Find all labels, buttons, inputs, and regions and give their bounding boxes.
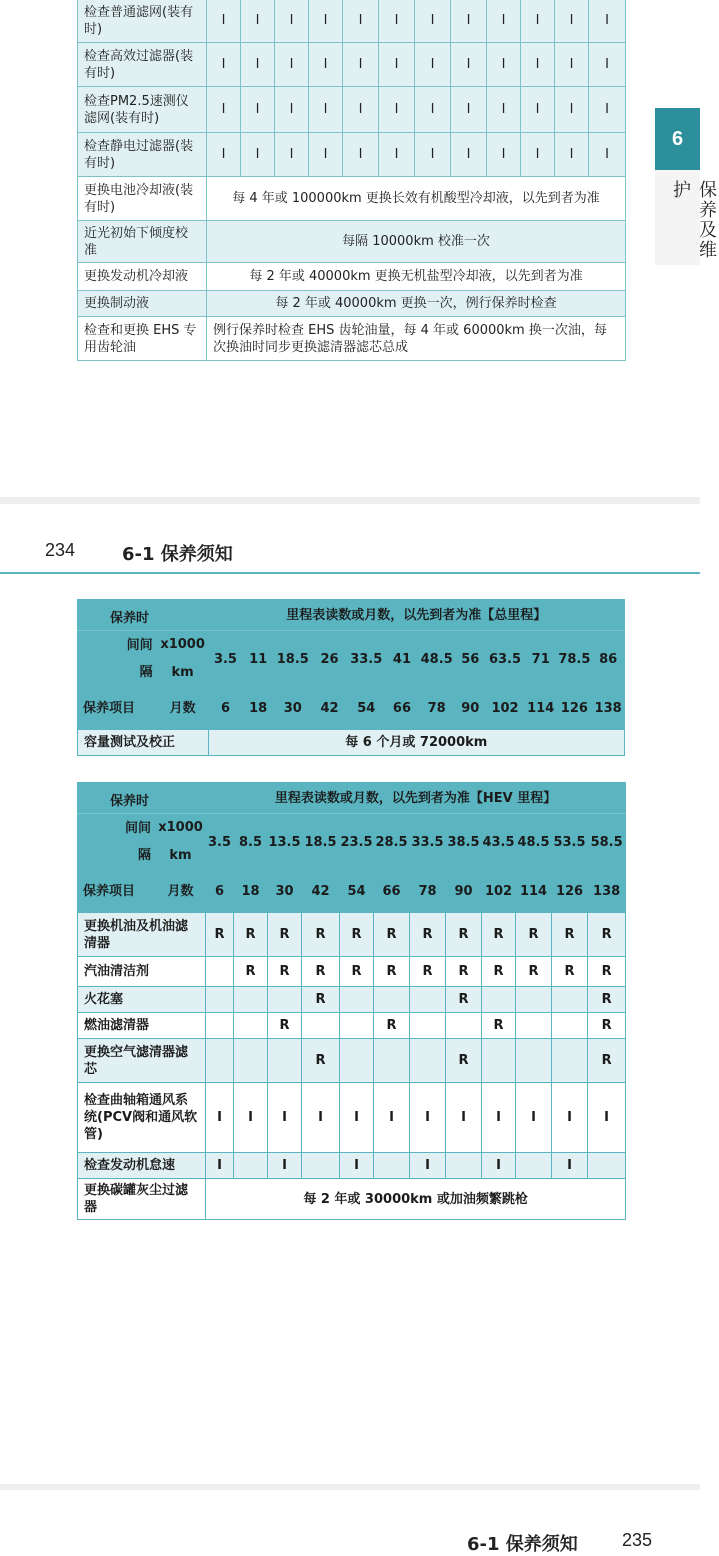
row-item-label: 更换制动液 — [78, 291, 207, 317]
mark-cell: I — [207, 43, 241, 87]
months-label: 月数 — [156, 871, 206, 913]
row-interval-text: 每 6 个月或 72000km — [208, 730, 624, 756]
row-item-label: 容量测试及校正 — [78, 730, 209, 756]
mark-cell: I — [415, 133, 451, 177]
row-item-label: 检查普通滤网(装有时) — [78, 0, 207, 43]
mark-cell: I — [555, 43, 589, 87]
row-item-label: 更换发动机冷却液 — [78, 263, 207, 291]
mark-cell: I — [415, 43, 451, 87]
footer-section-title: 6-1 保养须知 — [467, 1534, 578, 1555]
mark-cell — [552, 1039, 588, 1083]
month-value: 90 — [446, 871, 482, 913]
interval-label-2a: 间间 — [124, 821, 151, 836]
mark-cell: I — [374, 1083, 410, 1153]
month-value: 78 — [418, 688, 455, 730]
mark-cell: R — [588, 913, 626, 957]
km-value: 23.5 — [340, 814, 374, 871]
mark-cell: I — [207, 133, 241, 177]
km-value: 18.5 — [302, 814, 340, 871]
row-item-label: 更换空气滤清器滤芯 — [78, 1039, 206, 1083]
month-value: 126 — [552, 871, 588, 913]
footer-page-number: 235 — [622, 1530, 653, 1550]
mark-cell — [374, 987, 410, 1013]
mark-cell: I — [241, 87, 275, 133]
mark-cell: R — [410, 957, 446, 987]
mark-cell: I — [275, 87, 309, 133]
mark-cell: I — [446, 1083, 482, 1153]
mark-cell — [588, 1153, 626, 1179]
mark-cell: R — [552, 957, 588, 987]
interval-label-2b: 隔 — [137, 848, 151, 863]
mark-cell: I — [343, 87, 379, 133]
mark-cell: R — [588, 1039, 626, 1083]
row-interval-text: 每 2 年或 40000km 更换一次，例行保养时检查 — [207, 291, 626, 317]
month-value: 54 — [347, 688, 386, 730]
page-gap — [0, 497, 700, 504]
mark-cell: R — [446, 1039, 482, 1083]
interval-label-2b: 隔 — [139, 665, 153, 680]
mark-cell: R — [446, 987, 482, 1013]
month-value: 114 — [516, 871, 552, 913]
mark-cell: I — [552, 1153, 588, 1179]
header-row-months — [78, 871, 626, 913]
mark-cell: R — [588, 957, 626, 987]
table-row — [78, 1179, 626, 1220]
table-row — [78, 730, 625, 756]
interval-label-2 — [78, 814, 156, 871]
row-interval-text: 每 2 年或 30000km 或加油频繁跳枪 — [206, 1179, 626, 1220]
mark-cell: I — [589, 43, 626, 87]
mark-cell: I — [379, 0, 415, 43]
mark-cell — [446, 1153, 482, 1179]
month-value: 102 — [482, 871, 516, 913]
mark-cell: I — [487, 43, 521, 87]
km-unit-label: x1000 km — [157, 631, 208, 688]
table-row — [78, 291, 626, 317]
mark-cell: R — [482, 957, 516, 987]
mark-cell — [206, 957, 234, 987]
row-item-label: 检查和更换 EHS 专用齿轮油 — [78, 317, 207, 361]
mark-cell: I — [379, 87, 415, 133]
month-value: 138 — [588, 871, 626, 913]
km-value: 3.5 — [208, 631, 243, 688]
mark-cell: I — [268, 1153, 302, 1179]
mark-cell: R — [302, 987, 340, 1013]
mark-cell — [206, 1039, 234, 1083]
month-value: 18 — [234, 871, 268, 913]
mark-cell — [552, 987, 588, 1013]
table-row — [78, 317, 626, 361]
mark-cell — [206, 1013, 234, 1039]
km-unit-label: x1000 km — [156, 814, 206, 871]
km-value: 86 — [592, 631, 625, 688]
mark-cell: I — [487, 133, 521, 177]
row-interval-text: 每隔 10000km 校准一次 — [207, 221, 626, 263]
maintenance-table-hev-mileage — [77, 782, 626, 1220]
mark-cell: I — [589, 87, 626, 133]
table-row — [78, 133, 626, 177]
month-value: 42 — [302, 871, 340, 913]
mark-cell — [340, 987, 374, 1013]
mark-cell: R — [516, 957, 552, 987]
mark-cell — [410, 1039, 446, 1083]
mark-cell: R — [552, 913, 588, 957]
mark-cell: I — [521, 0, 555, 43]
mark-cell: R — [206, 913, 234, 957]
mark-cell: R — [268, 1013, 302, 1039]
interval-label-2a: 间间 — [126, 638, 153, 653]
mark-cell — [340, 1039, 374, 1083]
table-row — [78, 1083, 626, 1153]
mark-cell: I — [589, 0, 626, 43]
km-value: 13.5 — [268, 814, 302, 871]
mark-cell: I — [516, 1083, 552, 1153]
mark-cell — [516, 987, 552, 1013]
table-row — [78, 1153, 626, 1179]
km-value: 43.5 — [482, 814, 516, 871]
maintenance-table-total-mileage — [77, 599, 625, 756]
mark-cell: I — [207, 0, 241, 43]
mark-cell — [268, 1039, 302, 1083]
mark-cell: I — [340, 1153, 374, 1179]
row-item-label: 检查PM2.5速测仪滤网(装有时) — [78, 87, 207, 133]
table-row — [78, 1013, 626, 1039]
row-item-label: 汽油清洁剂 — [78, 957, 206, 987]
mark-cell: R — [588, 987, 626, 1013]
mark-cell: I — [275, 133, 309, 177]
interval-label-1: 保养时 — [78, 783, 206, 814]
mark-cell: I — [241, 133, 275, 177]
months-label: 月数 — [157, 688, 208, 730]
table-title: 里程表读数或月数，以先到者为准【HEV 里程】 — [206, 783, 626, 814]
mark-cell — [516, 1153, 552, 1179]
mark-cell: I — [555, 133, 589, 177]
km-value: 48.5 — [516, 814, 552, 871]
chapter-title: 保养及维护 — [670, 180, 717, 260]
km-value: 38.5 — [446, 814, 482, 871]
table-row — [78, 43, 626, 87]
km-value: 8.5 — [234, 814, 268, 871]
month-value: 42 — [312, 688, 347, 730]
mark-cell: I — [302, 1083, 340, 1153]
mark-cell — [374, 1153, 410, 1179]
mark-cell: I — [241, 43, 275, 87]
mark-cell: I — [275, 43, 309, 87]
mark-cell: R — [234, 957, 268, 987]
table-row — [78, 957, 626, 987]
mark-cell: I — [340, 1083, 374, 1153]
row-item-label: 燃油滤清器 — [78, 1013, 206, 1039]
km-value: 71 — [524, 631, 557, 688]
mark-cell: I — [343, 133, 379, 177]
mark-cell: I — [309, 0, 343, 43]
interval-label-1: 保养时 — [78, 600, 209, 631]
row-item-label: 更换电池冷却液(装有时) — [78, 177, 207, 221]
page-235 — [0, 1490, 700, 1555]
mark-cell: I — [415, 0, 451, 43]
mark-cell — [410, 1013, 446, 1039]
mark-cell: R — [410, 913, 446, 957]
mark-cell: I — [206, 1153, 234, 1179]
month-value: 66 — [374, 871, 410, 913]
km-value: 63.5 — [486, 631, 525, 688]
month-value: 30 — [273, 688, 312, 730]
mark-cell: I — [552, 1083, 588, 1153]
mark-cell: I — [451, 87, 487, 133]
month-value: 138 — [592, 688, 625, 730]
mark-cell — [268, 987, 302, 1013]
mark-cell: I — [410, 1083, 446, 1153]
month-value: 78 — [410, 871, 446, 913]
mark-cell: R — [374, 1013, 410, 1039]
mark-cell — [446, 1013, 482, 1039]
mark-cell: R — [588, 1013, 626, 1039]
header-row-km — [78, 631, 625, 688]
mark-cell — [482, 1039, 516, 1083]
row-item-label: 近光初始下倾度校准 — [78, 221, 207, 263]
chapter-number: 6 — [655, 108, 700, 170]
mark-cell: R — [516, 913, 552, 957]
row-item-label: 检查高效过滤器(装有时) — [78, 43, 207, 87]
mark-cell: R — [482, 913, 516, 957]
table-row — [78, 177, 626, 221]
km-value: 33.5 — [410, 814, 446, 871]
mark-cell: I — [555, 0, 589, 43]
mark-cell: R — [482, 1013, 516, 1039]
row-item-label: 检查发动机怠速 — [78, 1153, 206, 1179]
header-row-km — [78, 814, 626, 871]
month-value: 102 — [486, 688, 525, 730]
mark-cell: I — [379, 133, 415, 177]
mark-cell — [302, 1153, 340, 1179]
mark-cell: R — [234, 913, 268, 957]
km-value: 3.5 — [206, 814, 234, 871]
mark-cell — [234, 1013, 268, 1039]
mark-cell: R — [302, 913, 340, 957]
mark-cell: R — [302, 957, 340, 987]
month-value: 18 — [243, 688, 274, 730]
month-value: 54 — [340, 871, 374, 913]
mark-cell: I — [588, 1083, 626, 1153]
km-value: 78.5 — [557, 631, 592, 688]
mark-cell: I — [521, 43, 555, 87]
km-value: 41 — [386, 631, 419, 688]
mark-cell: I — [589, 133, 626, 177]
mark-cell: I — [309, 43, 343, 87]
km-value: 58.5 — [588, 814, 626, 871]
chapter-title-tab — [655, 170, 717, 265]
row-item-label: 检查曲轴箱通风系统(PCV阀和通风软管) — [78, 1083, 206, 1153]
table-row — [78, 221, 626, 263]
mark-cell — [482, 987, 516, 1013]
mark-cell: I — [234, 1083, 268, 1153]
section-title: 6-1 保养须知 — [122, 544, 233, 565]
mark-cell: R — [268, 957, 302, 987]
page-number: 234 — [45, 540, 76, 560]
mark-cell: I — [451, 0, 487, 43]
km-value: 33.5 — [347, 631, 386, 688]
mark-cell: I — [343, 43, 379, 87]
mark-cell — [234, 1153, 268, 1179]
km-value: 26 — [312, 631, 347, 688]
table-row — [78, 913, 626, 957]
mark-cell: I — [309, 87, 343, 133]
header-row — [78, 600, 625, 631]
mark-cell: R — [446, 957, 482, 987]
km-value: 11 — [243, 631, 274, 688]
mark-cell: I — [451, 43, 487, 87]
mark-cell: I — [275, 0, 309, 43]
km-value: 53.5 — [552, 814, 588, 871]
header-row-months — [78, 688, 625, 730]
mark-cell — [206, 987, 234, 1013]
row-item-label: 更换机油及机油滤清器 — [78, 913, 206, 957]
km-value: 28.5 — [374, 814, 410, 871]
mark-cell: I — [487, 87, 521, 133]
km-value: 48.5 — [418, 631, 455, 688]
row-item-label: 更换碳罐灰尘过滤器 — [78, 1179, 206, 1220]
mark-cell: I — [521, 133, 555, 177]
mark-cell — [374, 1039, 410, 1083]
mark-cell — [410, 987, 446, 1013]
table-row — [78, 263, 626, 291]
mark-cell — [516, 1039, 552, 1083]
mark-cell — [234, 987, 268, 1013]
mark-cell: I — [410, 1153, 446, 1179]
mark-cell: I — [268, 1083, 302, 1153]
mark-cell — [516, 1013, 552, 1039]
month-value: 6 — [208, 688, 243, 730]
items-label: 保养项目 — [78, 688, 158, 730]
mark-cell: I — [451, 133, 487, 177]
month-value: 30 — [268, 871, 302, 913]
row-interval-text: 例行保养时检查 EHS 齿轮油量，每 4 年或 60000km 换一次油，每次换油时同步更换滤清器滤芯总成 — [207, 317, 626, 361]
mark-cell: I — [207, 87, 241, 133]
mark-cell — [234, 1039, 268, 1083]
mark-cell: I — [309, 133, 343, 177]
mark-cell: R — [340, 957, 374, 987]
mark-cell: I — [487, 0, 521, 43]
month-value: 6 — [206, 871, 234, 913]
mark-cell — [302, 1013, 340, 1039]
mark-cell: I — [241, 0, 275, 43]
month-value: 90 — [455, 688, 486, 730]
maintenance-table-continued — [77, 0, 626, 361]
table-title: 里程表读数或月数，以先到者为准【总里程】 — [208, 600, 624, 631]
month-value: 126 — [557, 688, 592, 730]
mark-cell: I — [482, 1083, 516, 1153]
mark-cell: I — [521, 87, 555, 133]
table-row — [78, 87, 626, 133]
month-value: 66 — [386, 688, 419, 730]
mark-cell — [340, 1013, 374, 1039]
mark-cell: I — [343, 0, 379, 43]
mark-cell: I — [482, 1153, 516, 1179]
interval-label-2 — [78, 631, 158, 688]
mark-cell: I — [379, 43, 415, 87]
mark-cell: R — [302, 1039, 340, 1083]
page-top-fragment — [0, 0, 700, 497]
mark-cell: R — [446, 913, 482, 957]
month-value: 114 — [524, 688, 557, 730]
mark-cell — [552, 1013, 588, 1039]
mark-cell: I — [206, 1083, 234, 1153]
mark-cell: R — [268, 913, 302, 957]
table-row — [78, 987, 626, 1013]
table-row — [78, 0, 626, 43]
row-interval-text: 每 4 年或 100000km 更换长效有机酸型冷却液，以先到者为准 — [207, 177, 626, 221]
row-item-label: 检查静电过滤器(装有时) — [78, 133, 207, 177]
km-value: 18.5 — [273, 631, 312, 688]
row-interval-text: 每 2 年或 40000km 更换无机盐型冷却液，以先到者为准 — [207, 263, 626, 291]
header-rule — [0, 572, 700, 574]
km-value: 56 — [455, 631, 486, 688]
items-label: 保养项目 — [78, 871, 156, 913]
header-row — [78, 783, 626, 814]
mark-cell: R — [374, 913, 410, 957]
mark-cell: I — [555, 87, 589, 133]
mark-cell: R — [374, 957, 410, 987]
mark-cell: I — [415, 87, 451, 133]
mark-cell: R — [340, 913, 374, 957]
row-item-label: 火花塞 — [78, 987, 206, 1013]
table-row — [78, 1039, 626, 1083]
